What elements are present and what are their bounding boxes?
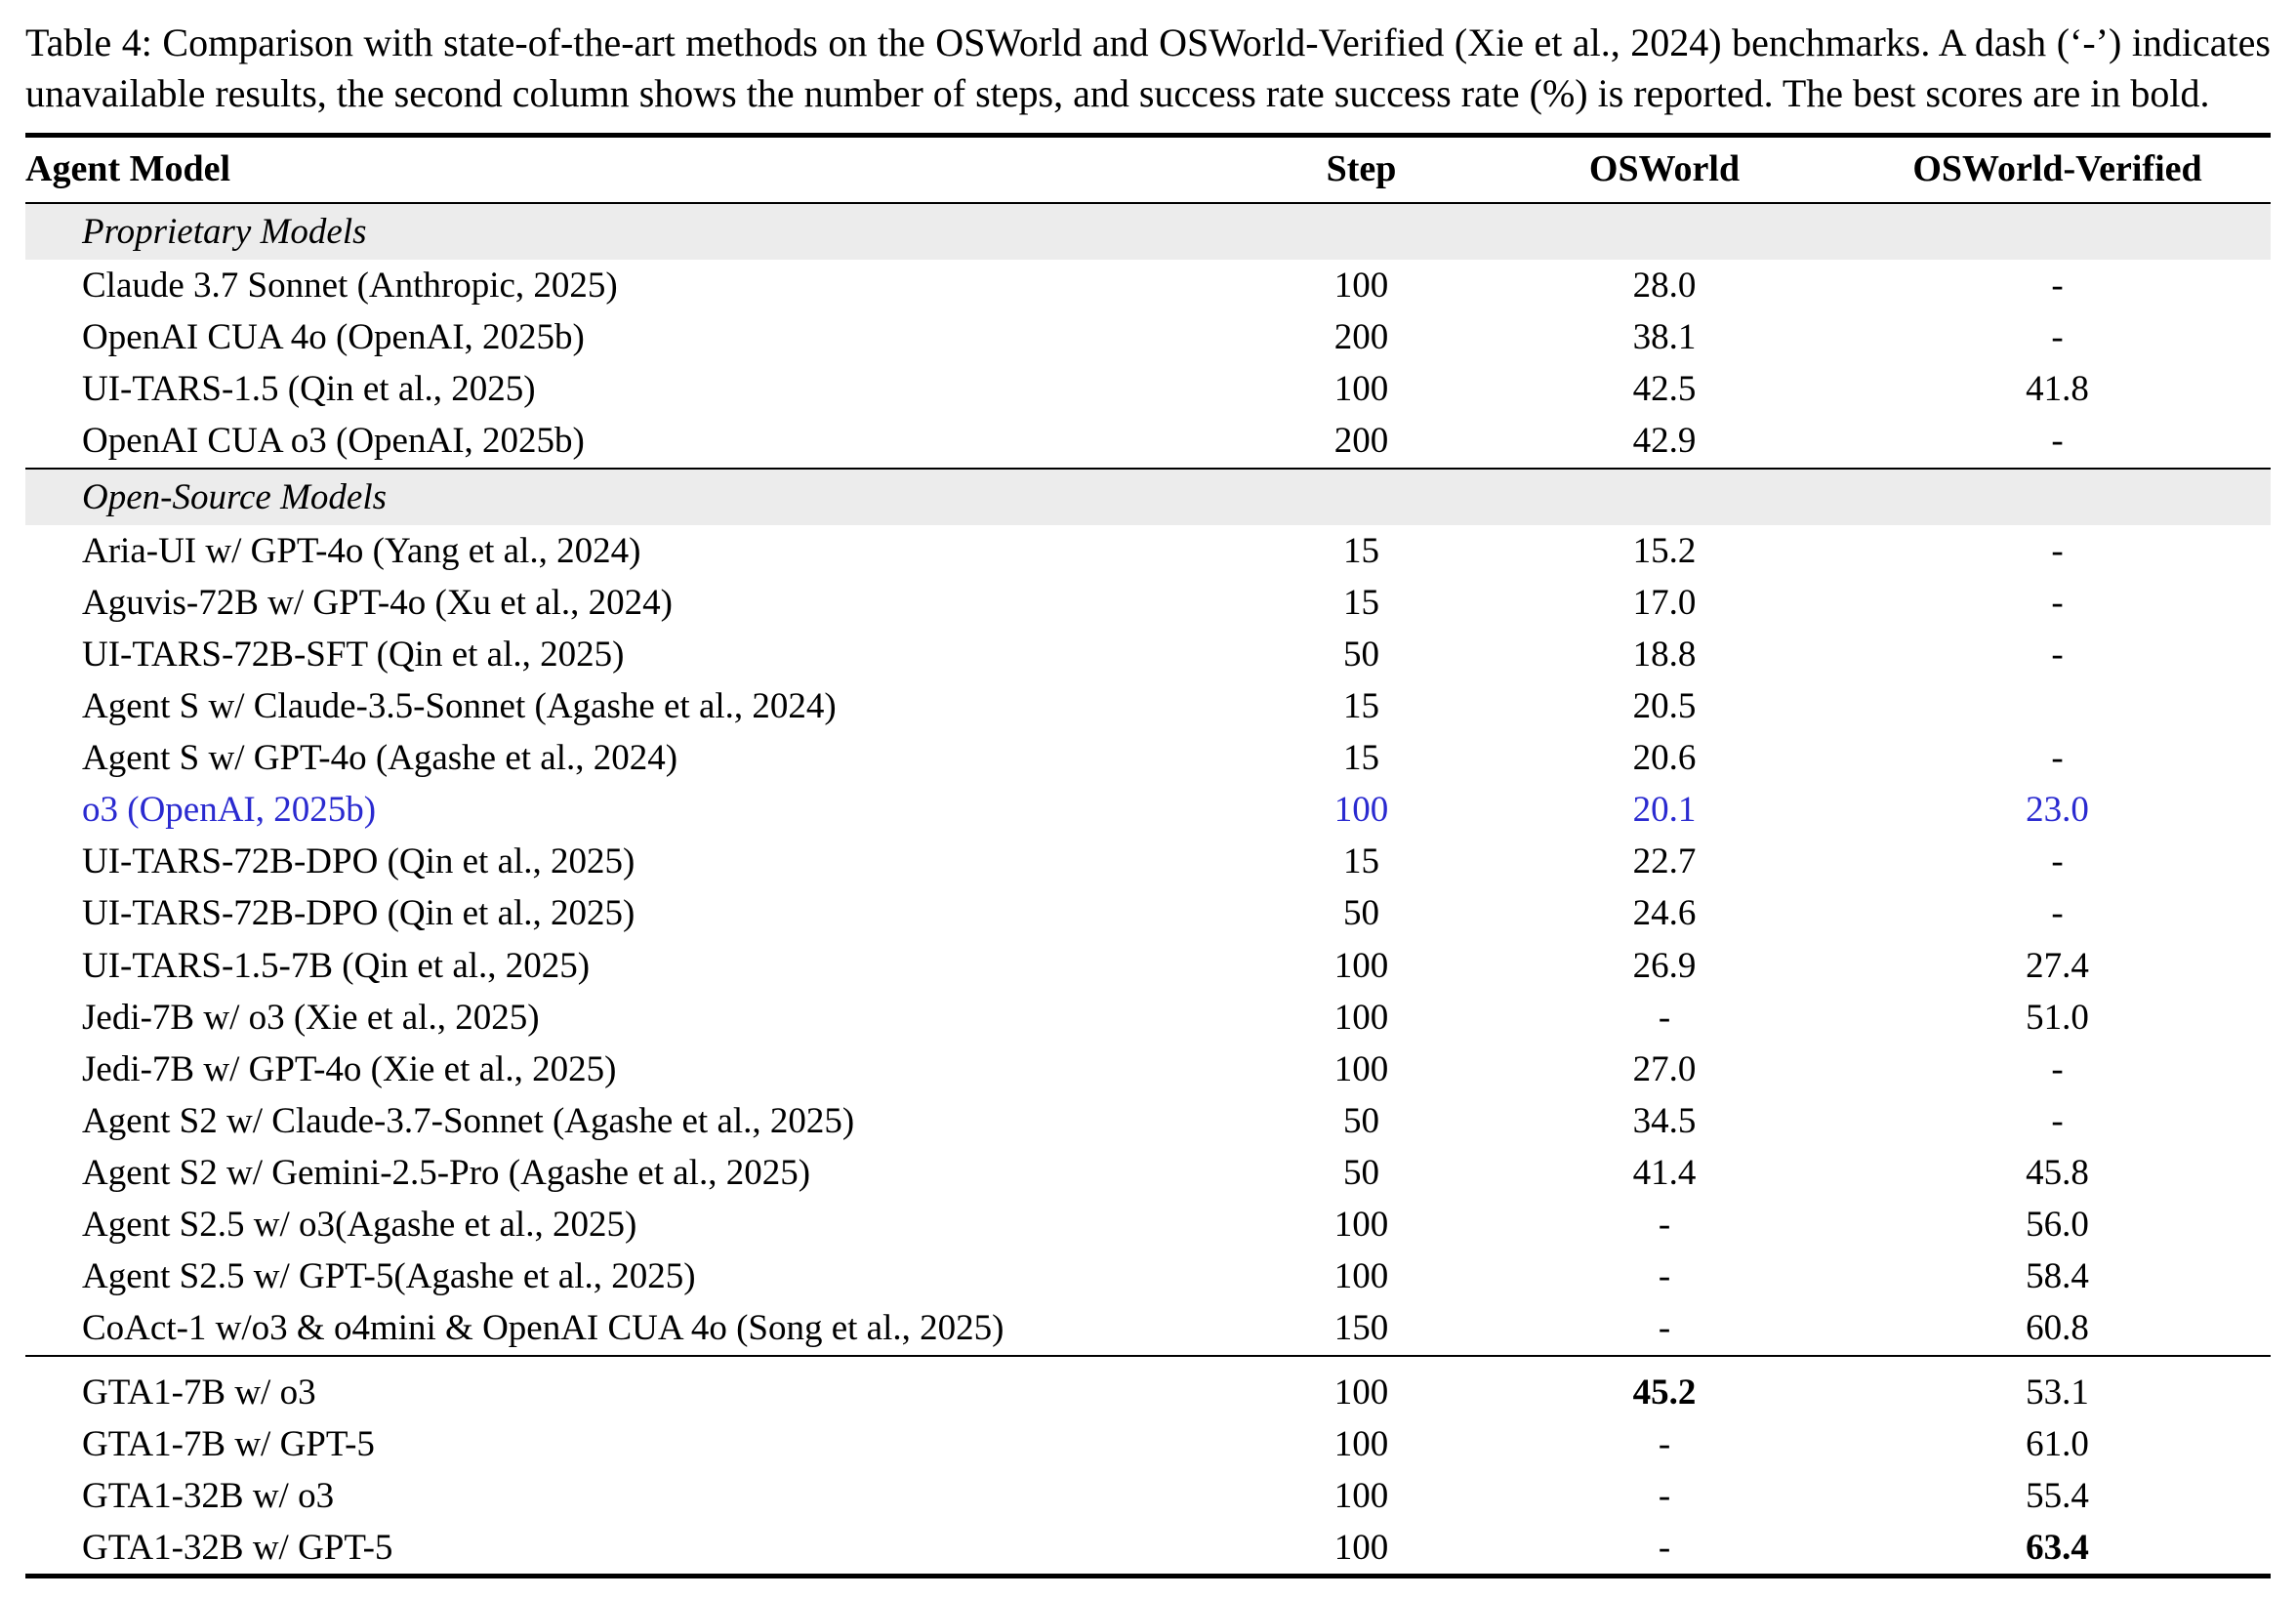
cell-osworld-verified: 27.4: [2026, 945, 2089, 986]
cell-step: 50: [1343, 634, 1379, 675]
cell-osworld: 17.0: [1632, 582, 1697, 623]
cell-osworld: 20.1: [1632, 790, 1697, 831]
cell-osworld-verified: -: [2051, 893, 2064, 934]
table-row: [25, 1418, 2271, 1470]
cell-step: 150: [1333, 1308, 1389, 1349]
cell-agent-model: Jedi-7B w/ o3 (Xie et al., 2025): [82, 997, 540, 1038]
table-row: [25, 784, 2271, 836]
cell-osworld-verified: -: [2051, 317, 2064, 358]
table-row: [25, 1095, 2271, 1147]
cell-osworld-verified: -: [2051, 530, 2064, 571]
cell-agent-model: UI-TARS-1.5 (Qin et al., 2025): [82, 369, 536, 410]
cell-agent-model: GTA1-7B w/ GPT-5: [82, 1423, 375, 1464]
cell-agent-model: Agent S w/ GPT-4o (Agashe et al., 2024): [82, 738, 678, 778]
cell-agent-model: GTA1-7B w/ o3: [82, 1372, 316, 1413]
cell-agent-model: GTA1-32B w/ GPT-5: [82, 1527, 393, 1568]
cell-step: 100: [1333, 1475, 1389, 1516]
table-row: [25, 525, 2271, 577]
cell-step: 100: [1333, 1205, 1389, 1246]
cell-agent-model: Agent S2.5 w/ GPT-5(Agashe et al., 2025): [82, 1256, 696, 1297]
cell-step: 100: [1333, 790, 1389, 831]
column-header-step: Step: [1326, 148, 1397, 189]
cell-osworld: -: [1658, 1527, 1671, 1568]
cell-osworld: -: [1658, 997, 1671, 1038]
cell-osworld-verified: 55.4: [2026, 1475, 2089, 1516]
cell-osworld-verified: -: [2051, 421, 2064, 462]
column-header-osw: OSWorld: [1588, 148, 1741, 189]
cell-agent-model: UI-TARS-72B-SFT (Qin et al., 2025): [82, 634, 625, 675]
cell-osworld: 27.0: [1632, 1048, 1697, 1089]
cell-step: 200: [1333, 317, 1389, 358]
cell-osworld-verified: [1844, 680, 2271, 732]
cell-agent-model: UI-TARS-72B-DPO (Qin et al., 2025): [82, 893, 636, 934]
table-row: [25, 732, 2271, 784]
cell-osworld: 45.2: [1632, 1372, 1697, 1413]
cell-step: 15: [1343, 685, 1379, 726]
cell-agent-model: Agent S2 w/ Claude-3.7-Sonnet (Agashe et al., 2025): [82, 1100, 855, 1141]
table-row: [25, 1522, 2271, 1577]
cell-osworld-verified: 41.8: [2026, 369, 2089, 410]
cell-osworld-verified: 53.1: [2026, 1372, 2089, 1413]
cell-agent-model: UI-TARS-72B-DPO (Qin et al., 2025): [82, 841, 636, 882]
cell-osworld-verified: 61.0: [2026, 1423, 2089, 1464]
cell-step: 15: [1343, 738, 1379, 778]
cell-step: 15: [1343, 841, 1379, 882]
table-row: [25, 363, 2271, 415]
results-table: [25, 133, 2271, 1578]
table-row: [25, 680, 2271, 732]
cell-osworld-verified: -: [2051, 738, 2064, 778]
cell-agent-model: GTA1-32B w/ o3: [82, 1475, 335, 1516]
cell-osworld-verified: 51.0: [2026, 997, 2089, 1038]
cell-step: 100: [1333, 1256, 1389, 1297]
cell-osworld: 24.6: [1632, 893, 1697, 934]
cell-osworld: 26.9: [1632, 945, 1697, 986]
cell-osworld: 42.5: [1632, 369, 1697, 410]
cell-osworld: -: [1658, 1423, 1671, 1464]
cell-osworld-verified: -: [2051, 841, 2064, 882]
cell-step: 100: [1333, 1048, 1389, 1089]
cell-osworld-verified: -: [2051, 266, 2064, 306]
cell-osworld-verified: 23.0: [2026, 790, 2089, 831]
column-header-oswv: OSWorld-Verified: [1912, 148, 2202, 189]
row-spacer: [25, 1357, 2271, 1367]
cell-step: 100: [1333, 1423, 1389, 1464]
cell-osworld: 15.2: [1632, 530, 1697, 571]
cell-osworld-verified: 58.4: [2026, 1256, 2089, 1297]
cell-osworld: -: [1658, 1205, 1671, 1246]
cell-step: 100: [1333, 997, 1389, 1038]
cell-osworld-verified: -: [2051, 582, 2064, 623]
cell-agent-model: OpenAI CUA 4o (OpenAI, 2025b): [82, 317, 585, 358]
cell-osworld: 20.6: [1632, 738, 1697, 778]
cell-agent-model: Agent S2 w/ Gemini-2.5-Pro (Agashe et al., 2025): [82, 1153, 811, 1193]
cell-agent-model: Jedi-7B w/ GPT-4o (Xie et al., 2025): [82, 1048, 617, 1089]
table-header-row: [25, 138, 2271, 203]
cell-step: 50: [1343, 1100, 1379, 1141]
cell-agent-model: UI-TARS-1.5-7B (Qin et al., 2025): [82, 945, 591, 986]
section-header: [25, 470, 2271, 525]
cell-osworld: 42.9: [1632, 421, 1697, 462]
cell-osworld-verified: 63.4: [2026, 1527, 2089, 1568]
cell-osworld: 38.1: [1632, 317, 1697, 358]
table-row: [25, 836, 2271, 887]
cell-osworld: 22.7: [1632, 841, 1697, 882]
table-row: [25, 1044, 2271, 1095]
cell-step: 200: [1333, 421, 1389, 462]
cell-step: 100: [1333, 1527, 1389, 1568]
cell-agent-model: Agent S w/ Claude-3.5-Sonnet (Agashe et al., 2024): [82, 685, 837, 726]
table-row: [25, 1250, 2271, 1302]
table-row: [25, 577, 2271, 629]
cell-agent-model: Aria-UI w/ GPT-4o (Yang et al., 2024): [82, 530, 641, 571]
table-row: [25, 992, 2271, 1044]
cell-step: 100: [1333, 369, 1389, 410]
cell-osworld: 18.8: [1632, 634, 1697, 675]
cell-step: 100: [1333, 1372, 1389, 1413]
cell-osworld-verified: -: [2051, 1100, 2064, 1141]
column-header-model: Agent Model: [25, 148, 231, 189]
cell-osworld: 41.4: [1632, 1153, 1697, 1193]
cell-step: 15: [1343, 530, 1379, 571]
cell-osworld: 28.0: [1632, 266, 1697, 306]
cell-osworld: -: [1658, 1475, 1671, 1516]
cell-agent-model: Aguvis-72B w/ GPT-4o (Xu et al., 2024): [82, 582, 673, 623]
cell-osworld-verified: -: [2051, 1048, 2064, 1089]
section-title: Proprietary Models: [25, 204, 2271, 260]
table-row: [25, 1147, 2271, 1199]
cell-osworld: -: [1658, 1308, 1671, 1349]
cell-osworld-verified: 60.8: [2026, 1308, 2089, 1349]
table-row: [25, 1470, 2271, 1522]
cell-osworld: 20.5: [1632, 685, 1697, 726]
table-caption: Table 4: Comparison with state-of-the-art methods on the OSWorld and OSWorld-Verified (Xie et al., 2024) benchmarks. A dash (‘-’) indicates unavailable results, the second column shows the number of steps, and success rate success rate (%) is reported. The best scores are in bold.: [25, 20, 2271, 115]
cell-step: 100: [1333, 266, 1389, 306]
cell-osworld-verified: 45.8: [2026, 1153, 2089, 1193]
cell-step: 50: [1343, 893, 1379, 934]
table-row: [25, 940, 2271, 992]
cell-step: 15: [1343, 582, 1379, 623]
cell-step: 100: [1333, 945, 1389, 986]
cell-step: 50: [1343, 1153, 1379, 1193]
cell-osworld-verified: -: [2051, 634, 2064, 675]
table-row: [25, 1367, 2271, 1418]
cell-osworld: 34.5: [1632, 1100, 1697, 1141]
cell-agent-model: o3 (OpenAI, 2025b): [82, 790, 377, 831]
table-row: [25, 1302, 2271, 1355]
cell-osworld: -: [1658, 1256, 1671, 1297]
cell-osworld-verified: 56.0: [2026, 1205, 2089, 1246]
section-header: [25, 204, 2271, 260]
section-title: Open-Source Models: [25, 470, 2271, 525]
table-row: [25, 260, 2271, 311]
cell-agent-model: OpenAI CUA o3 (OpenAI, 2025b): [82, 421, 585, 462]
table-rule-thick: [25, 1577, 2271, 1579]
cell-agent-model: CoAct-1 w/o3 & o4mini & OpenAI CUA 4o (Song et al., 2025): [82, 1308, 1004, 1349]
table-row: [25, 629, 2271, 680]
cell-agent-model: Agent S2.5 w/ o3(Agashe et al., 2025): [82, 1205, 637, 1246]
table-row: [25, 1199, 2271, 1250]
cell-agent-model: Claude 3.7 Sonnet (Anthropic, 2025): [82, 266, 618, 306]
table-row: [25, 415, 2271, 468]
table-row: [25, 311, 2271, 363]
table-row: [25, 887, 2271, 939]
